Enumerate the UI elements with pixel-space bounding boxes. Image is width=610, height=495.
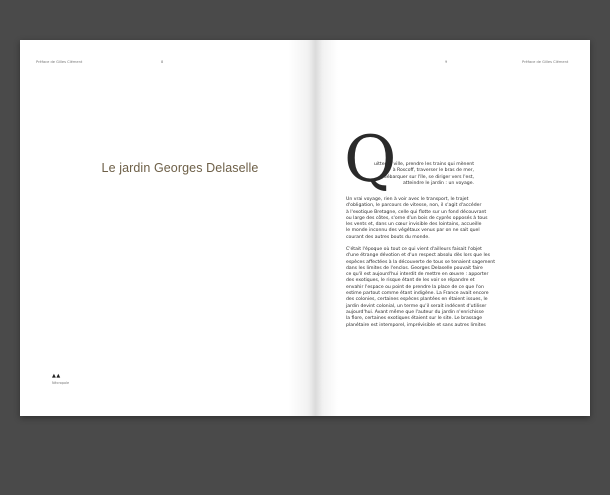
lead-line: uitter la ville, prendre les trains qui mènent	[373, 162, 474, 167]
book-spread	[20, 40, 590, 416]
right-folio: 9	[445, 60, 448, 64]
text-line: le monde inconnu des végétaux venus par on ne sait quel	[346, 228, 480, 234]
publisher-logo-icon: ▲▲	[52, 373, 61, 379]
right-page	[305, 40, 590, 416]
text-line: d'obligation, le parcours de vitesse, non, il s'agit d'accéder	[346, 203, 482, 209]
lead-line: débarquer sur l'île, se diriger vers l'est,	[383, 174, 474, 180]
text-line: des colonies, certaines espèces plantées en étaient issues, le	[346, 297, 488, 303]
left-folio: 8	[161, 60, 164, 64]
text-line: ou large des côtes, s'orne d'un bois de cyprès opposés à tous	[346, 215, 488, 221]
text-line: Un vrai voyage, rien à voir avec le transport, le trajet	[346, 197, 469, 202]
lead-line: atteindre le jardin : un voyage.	[402, 180, 474, 186]
text-line: les vents et, dans un cœur invisible des lointains, accueille	[346, 222, 482, 228]
text-line: envahir l'espace ou point de prendre la place de ce que l'on	[346, 284, 484, 290]
lead-line: à Roscoff, traverser le bras de mer,	[392, 168, 474, 174]
right-running-head: Préface de Gilles Clément	[522, 60, 569, 64]
publisher-logo	[52, 374, 82, 385]
text-line: des exotiques, le risque étant de les voir se répandre et	[346, 278, 475, 284]
drop-cap: Q	[344, 123, 397, 197]
text-line: ce qu'il est aujourd'hui interdit de mettre en œuvre : apporter	[346, 272, 489, 278]
text-line: courant des autres bouts du monde.	[346, 234, 430, 240]
text-line: dans les limites de l'enclos. Georges Delaselle pouvait faire	[346, 265, 483, 271]
chapter-title: Le jardin Georges Delaselle	[101, 161, 259, 175]
left-running-head: Préface de Gilles Clément	[36, 60, 83, 64]
text-line: à l'exotique Bretagne, celle qui flotte sur un fond découvrant	[346, 209, 487, 215]
text-line: estime partout comme étant indigène. La France avait encore	[346, 291, 489, 297]
text-line: la flore, certaines exotiques étaient sur le site. Le brassage	[346, 316, 483, 322]
publisher-name: Nécropole	[52, 381, 70, 385]
paragraph-1	[346, 197, 488, 241]
text-line: jardin devint colonial, un terme qu'il serait indécent d'utiliser	[346, 303, 487, 309]
text-line: planétaire est intemporel, imprévisible et sans autres limites	[346, 322, 486, 328]
text-line: aujourd'hui. Avant même que l'auteur du jardin n'enrichisse	[346, 309, 484, 315]
text-line: espèces affectées à la découverte de tous se tenaient sagement	[346, 259, 495, 265]
left-page	[20, 40, 305, 416]
text-line: C'était l'époque où tout ce qui vient d'ailleurs faisait l'objet	[346, 247, 482, 252]
paragraph-2	[346, 247, 495, 329]
text-line: d'une étrange dévotion et d'un respect absolu dès lors que les	[346, 253, 490, 259]
lead-paragraph	[362, 162, 474, 187]
